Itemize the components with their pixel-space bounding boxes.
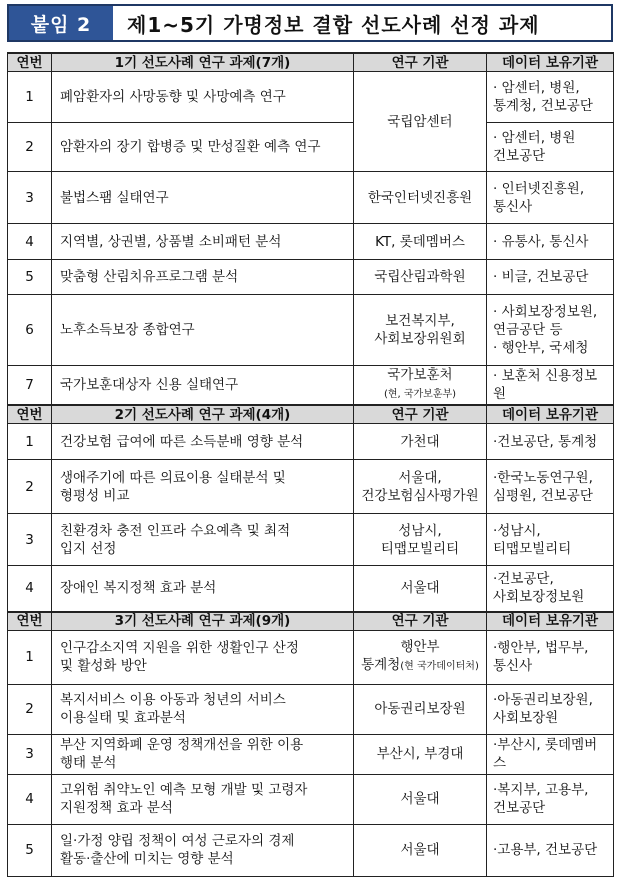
task-name: 인구감소지역 지원을 위한 생활인구 산정 및 활성화 방안 <box>52 630 354 684</box>
table-row <box>8 424 614 460</box>
appendix-badge: 붙임 2 <box>9 6 113 40</box>
table-row <box>8 734 614 774</box>
data-holder: ·건보공단, 통계청 <box>487 424 614 460</box>
research-org: 국립산림과학원 <box>354 260 487 295</box>
page-title: 제1~5기 가명정보 결합 선도사례 선정 과제 <box>127 12 540 37</box>
research-org: 성남시, 티맵모빌리티 <box>354 514 487 566</box>
table-row <box>8 295 614 366</box>
task-name: 생애주기에 따른 의료이용 실태분석 및 형평성 비교 <box>52 460 354 514</box>
header-data-holder: 데이터 보유기관 <box>487 405 614 424</box>
row-number: 5 <box>8 824 52 876</box>
data-holder: · 인터넷진흥원, 통신사 <box>487 172 614 224</box>
table-header-row <box>8 612 614 631</box>
table-row <box>8 824 614 876</box>
task-name: 건강보험 급여에 따른 소득분배 영향 분석 <box>52 424 354 460</box>
row-number: 3 <box>8 172 52 224</box>
org-note: (현, 국가보훈부) <box>383 389 457 400</box>
header-org: 연구 기관 <box>354 53 487 72</box>
row-number: 3 <box>8 734 52 774</box>
header-task: 1기 선도사례 연구 과제(7개) <box>52 53 354 72</box>
research-org: 아동권리보장원 <box>354 684 487 734</box>
research-org: 서울대 <box>354 774 487 824</box>
row-number: 4 <box>8 566 52 612</box>
research-org: 서울대 <box>354 566 487 612</box>
data-holder: · 암센터, 병원, 통계청, 건보공단 <box>487 72 614 123</box>
data-holder: · 비글, 건보공단 <box>487 260 614 295</box>
data-holder: ·행안부, 법무부, 통신사 <box>487 630 614 684</box>
research-org: 한국인터넷진흥원 <box>354 172 487 224</box>
research-org: 행안부 통계청(현 국가데이터처) <box>354 630 487 684</box>
table-header-row <box>8 405 614 424</box>
org-note: (현 국가데이터처) <box>400 661 479 672</box>
data-holder: ·아동권리보장원, 사회보장원 <box>487 684 614 734</box>
table-row <box>8 630 614 684</box>
task-name: 맞춤형 산림치유프로그램 분석 <box>52 260 354 295</box>
appendix-header <box>7 4 613 42</box>
research-org: 가천대 <box>354 424 487 460</box>
research-org: 보건복지부, 사회보장위원회 <box>354 295 487 366</box>
research-org: 국가보훈처 (현, 국가보훈부) <box>354 366 487 406</box>
table-row <box>8 460 614 514</box>
task-name: 일·가정 양립 정책이 여성 근로자의 경제 활동·출산에 미치는 영향 분석 <box>52 824 354 876</box>
row-number: 2 <box>8 460 52 514</box>
header-number: 연번 <box>8 405 52 424</box>
row-number: 6 <box>8 295 52 366</box>
task-name: 불법스팸 실태연구 <box>52 172 354 224</box>
row-number: 5 <box>8 260 52 295</box>
task-name: 고위험 취약노인 예측 모형 개발 및 고령자 지원정책 효과 분석 <box>52 774 354 824</box>
data-holder: · 암센터, 병원 건보공단 <box>487 123 614 172</box>
row-number: 2 <box>8 684 52 734</box>
row-number: 1 <box>8 424 52 460</box>
data-holder: ·한국노동연구원, 심평원, 건보공단 <box>487 460 614 514</box>
header-org: 연구 기관 <box>354 612 487 631</box>
data-holder: · 보훈처 신용정보원 <box>487 366 614 406</box>
task-name: 복지서비스 이용 아동과 청년의 서비스 이용실태 및 효과분석 <box>52 684 354 734</box>
research-org: 서울대, 건강보험심사평가원 <box>354 460 487 514</box>
header-org: 연구 기관 <box>354 405 487 424</box>
task-name: 폐암환자의 사망동향 및 사망예측 연구 <box>52 72 354 123</box>
header-data-holder: 데이터 보유기관 <box>487 612 614 631</box>
table-row <box>8 260 614 295</box>
header-number: 연번 <box>8 53 52 72</box>
table-row <box>8 774 614 824</box>
data-holder: ·성남시, 티맵모빌리티 <box>487 514 614 566</box>
table-row <box>8 72 614 123</box>
research-org: 부산시, 부경대 <box>354 734 487 774</box>
header-task: 2기 선도사례 연구 과제(4개) <box>52 405 354 424</box>
table-row <box>8 684 614 734</box>
data-holder: · 사회보장정보원, 연금공단 등 · 행안부, 국세청 <box>487 295 614 366</box>
data-holder: ·복지부, 고용부, 건보공단 <box>487 774 614 824</box>
task-name: 암환자의 장기 합병증 및 만성질환 예측 연구 <box>52 123 354 172</box>
task-name: 국가보훈대상자 신용 실태연구 <box>52 366 354 406</box>
projects-table <box>7 52 614 877</box>
task-name: 지역별, 상권별, 상품별 소비패턴 분석 <box>52 224 354 260</box>
data-holder: ·건보공단, 사회보장정보원 <box>487 566 614 612</box>
header-data-holder: 데이터 보유기관 <box>487 53 614 72</box>
row-number: 4 <box>8 224 52 260</box>
org-secondary: 통계청 <box>361 657 401 673</box>
row-number: 1 <box>8 630 52 684</box>
row-number: 4 <box>8 774 52 824</box>
research-org: KT, 롯데멤버스 <box>354 224 487 260</box>
table-row <box>8 366 614 406</box>
task-name: 노후소득보장 종합연구 <box>52 295 354 366</box>
data-holder: ·고용부, 건보공단 <box>487 824 614 876</box>
table-header-row <box>8 53 614 72</box>
task-name: 장애인 복지정책 효과 분석 <box>52 566 354 612</box>
header-task: 3기 선도사례 연구 과제(9개) <box>52 612 354 631</box>
table-row <box>8 566 614 612</box>
row-number: 3 <box>8 514 52 566</box>
task-name: 친환경차 충전 인프라 수요예측 및 최적 입지 선정 <box>52 514 354 566</box>
data-holder: · 유통사, 통신사 <box>487 224 614 260</box>
header-number: 연번 <box>8 612 52 631</box>
row-number: 1 <box>8 72 52 123</box>
row-number: 7 <box>8 366 52 406</box>
table-row <box>8 224 614 260</box>
research-org: 서울대 <box>354 824 487 876</box>
task-name: 부산 지역화폐 운영 정책개선을 위한 이용 행태 분석 <box>52 734 354 774</box>
table-row <box>8 123 614 172</box>
research-org: 국립암센터 <box>354 72 487 172</box>
table-row <box>8 514 614 566</box>
data-holder: ·부산시, 롯데멤버스 <box>487 734 614 774</box>
table-row <box>8 172 614 224</box>
row-number: 2 <box>8 123 52 172</box>
